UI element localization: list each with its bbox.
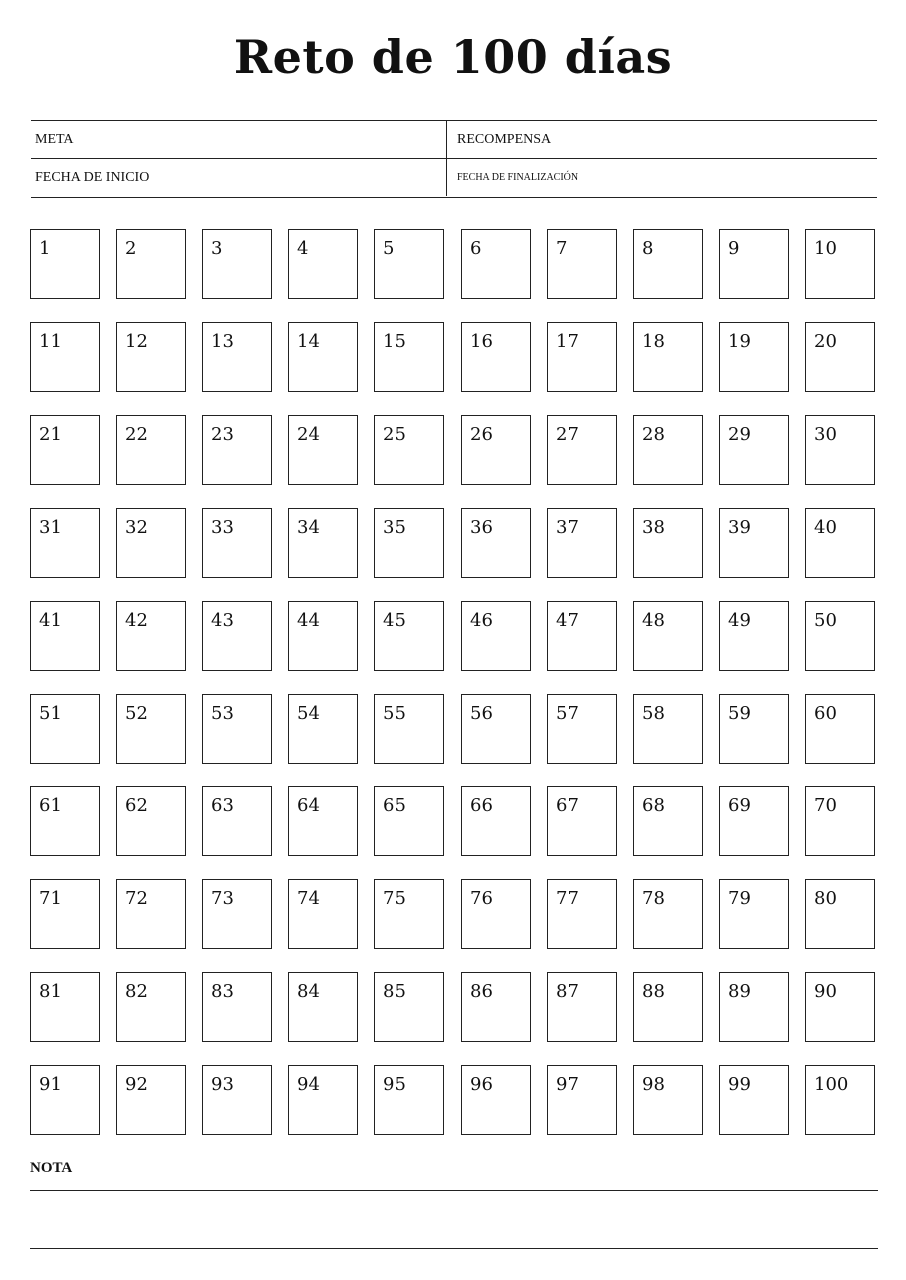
day-box[interactable]	[374, 508, 444, 578]
day-box[interactable]	[633, 786, 703, 856]
day-number: 78	[642, 888, 665, 909]
day-number: 3	[211, 238, 223, 259]
day-box[interactable]	[633, 229, 703, 299]
day-box[interactable]	[461, 1065, 531, 1135]
day-number: 65	[383, 795, 406, 816]
day-box[interactable]	[288, 879, 358, 949]
recompensa-field[interactable]	[446, 121, 877, 158]
day-box[interactable]	[719, 508, 789, 578]
day-box[interactable]	[30, 1065, 100, 1135]
day-box[interactable]	[805, 879, 875, 949]
day-box[interactable]	[288, 786, 358, 856]
day-number: 21	[39, 424, 62, 445]
day-grid	[30, 229, 876, 1135]
day-box[interactable]	[547, 601, 617, 671]
day-box[interactable]	[719, 879, 789, 949]
day-box[interactable]	[633, 972, 703, 1042]
day-box[interactable]	[805, 694, 875, 764]
day-number: 49	[728, 610, 751, 631]
info-table	[31, 120, 877, 198]
day-number: 58	[642, 703, 665, 724]
day-number: 7	[556, 238, 568, 259]
day-number: 80	[814, 888, 837, 909]
day-number: 36	[470, 517, 493, 538]
day-number: 61	[39, 795, 62, 816]
day-box[interactable]	[30, 415, 100, 485]
day-number: 87	[556, 981, 579, 1002]
day-box[interactable]	[719, 972, 789, 1042]
fecha-finalizacion-field[interactable]	[446, 159, 877, 196]
day-number: 85	[383, 981, 406, 1002]
day-number: 29	[728, 424, 751, 445]
day-box[interactable]	[202, 508, 272, 578]
day-number: 46	[470, 610, 493, 631]
day-box[interactable]	[374, 601, 444, 671]
day-box[interactable]	[202, 322, 272, 392]
day-number: 100	[814, 1074, 849, 1095]
day-number: 12	[125, 331, 148, 352]
day-number: 89	[728, 981, 751, 1002]
day-number: 11	[39, 331, 62, 352]
day-box[interactable]	[30, 786, 100, 856]
day-box[interactable]	[719, 415, 789, 485]
day-number: 73	[211, 888, 234, 909]
day-box[interactable]	[633, 322, 703, 392]
day-box[interactable]	[30, 601, 100, 671]
day-number: 70	[814, 795, 837, 816]
day-box[interactable]	[374, 972, 444, 1042]
info-row-dates	[31, 159, 877, 196]
info-row-goal	[31, 121, 877, 159]
day-number: 37	[556, 517, 579, 538]
day-number: 77	[556, 888, 579, 909]
day-number: 86	[470, 981, 493, 1002]
day-number: 6	[470, 238, 482, 259]
day-number: 48	[642, 610, 665, 631]
day-number: 8	[642, 238, 654, 259]
day-number: 5	[383, 238, 395, 259]
day-number: 43	[211, 610, 234, 631]
day-box[interactable]	[547, 879, 617, 949]
day-box[interactable]	[805, 322, 875, 392]
day-box[interactable]	[633, 1065, 703, 1135]
day-box[interactable]	[547, 229, 617, 299]
day-number: 91	[39, 1074, 62, 1095]
day-box[interactable]	[288, 1065, 358, 1135]
day-box[interactable]	[719, 322, 789, 392]
meta-field[interactable]	[31, 121, 446, 158]
day-box[interactable]	[461, 508, 531, 578]
page-title: Reto de 100 días	[233, 30, 673, 84]
day-box[interactable]	[116, 229, 186, 299]
day-number: 34	[297, 517, 320, 538]
day-box[interactable]	[30, 694, 100, 764]
meta-label: META	[35, 132, 74, 147]
day-box[interactable]	[116, 879, 186, 949]
day-box[interactable]	[805, 229, 875, 299]
day-box[interactable]	[805, 508, 875, 578]
day-number: 17	[556, 331, 579, 352]
day-box[interactable]	[461, 415, 531, 485]
day-number: 28	[642, 424, 665, 445]
day-box[interactable]	[374, 694, 444, 764]
day-box[interactable]	[288, 229, 358, 299]
day-number: 31	[39, 517, 62, 538]
day-box[interactable]	[202, 229, 272, 299]
day-number: 41	[39, 610, 62, 631]
day-number: 51	[39, 703, 62, 724]
day-number: 84	[297, 981, 320, 1002]
day-number: 64	[297, 795, 320, 816]
day-box[interactable]	[202, 415, 272, 485]
day-number: 72	[125, 888, 148, 909]
day-box[interactable]	[719, 601, 789, 671]
day-box[interactable]	[461, 972, 531, 1042]
day-box[interactable]	[202, 786, 272, 856]
day-number: 44	[297, 610, 320, 631]
day-number: 88	[642, 981, 665, 1002]
day-number: 90	[814, 981, 837, 1002]
day-box[interactable]	[374, 229, 444, 299]
day-number: 18	[642, 331, 665, 352]
day-box[interactable]	[547, 1065, 617, 1135]
day-number: 96	[470, 1074, 493, 1095]
day-box[interactable]	[202, 601, 272, 671]
day-box[interactable]	[719, 786, 789, 856]
day-number: 42	[125, 610, 148, 631]
day-number: 13	[211, 331, 234, 352]
day-number: 32	[125, 517, 148, 538]
day-number: 16	[470, 331, 493, 352]
day-number: 69	[728, 795, 751, 816]
day-box[interactable]	[633, 694, 703, 764]
day-box[interactable]	[202, 1065, 272, 1135]
day-number: 9	[728, 238, 740, 259]
day-box[interactable]	[547, 322, 617, 392]
nota-line[interactable]	[30, 1248, 878, 1249]
day-number: 97	[556, 1074, 579, 1095]
day-number: 71	[39, 888, 62, 909]
fecha-inicio-field[interactable]	[31, 159, 446, 196]
day-box[interactable]	[116, 1065, 186, 1135]
day-box[interactable]	[288, 415, 358, 485]
day-number: 83	[211, 981, 234, 1002]
day-number: 68	[642, 795, 665, 816]
day-box[interactable]	[547, 786, 617, 856]
day-number: 10	[814, 238, 837, 259]
day-number: 76	[470, 888, 493, 909]
day-box[interactable]	[461, 879, 531, 949]
day-number: 14	[297, 331, 320, 352]
day-number: 47	[556, 610, 579, 631]
day-number: 54	[297, 703, 320, 724]
day-number: 23	[211, 424, 234, 445]
day-box[interactable]	[202, 972, 272, 1042]
day-box[interactable]	[288, 972, 358, 1042]
fecha-inicio-label: FECHA DE INICIO	[35, 170, 150, 185]
nota-label: NOTA	[30, 1160, 73, 1176]
day-number: 93	[211, 1074, 234, 1095]
day-box[interactable]	[116, 322, 186, 392]
day-number: 95	[383, 1074, 406, 1095]
day-number: 59	[728, 703, 751, 724]
day-box[interactable]	[116, 786, 186, 856]
day-box[interactable]	[633, 601, 703, 671]
day-box[interactable]	[30, 972, 100, 1042]
day-number: 50	[814, 610, 837, 631]
day-box[interactable]	[374, 322, 444, 392]
day-box[interactable]	[116, 601, 186, 671]
day-number: 79	[728, 888, 751, 909]
day-number: 45	[383, 610, 406, 631]
day-number: 2	[125, 238, 137, 259]
day-box[interactable]	[116, 694, 186, 764]
day-number: 33	[211, 517, 234, 538]
day-number: 55	[383, 703, 406, 724]
day-box[interactable]	[805, 786, 875, 856]
day-box[interactable]	[30, 229, 100, 299]
day-number: 60	[814, 703, 837, 724]
day-number: 82	[125, 981, 148, 1002]
nota-line[interactable]	[30, 1190, 878, 1191]
day-number: 74	[297, 888, 320, 909]
day-number: 81	[39, 981, 62, 1002]
day-number: 62	[125, 795, 148, 816]
day-box[interactable]	[461, 786, 531, 856]
day-box[interactable]	[461, 229, 531, 299]
day-number: 53	[211, 703, 234, 724]
day-number: 39	[728, 517, 751, 538]
day-box[interactable]	[547, 972, 617, 1042]
day-box[interactable]	[805, 415, 875, 485]
day-box[interactable]	[202, 694, 272, 764]
day-box[interactable]	[288, 601, 358, 671]
day-number: 92	[125, 1074, 148, 1095]
day-box[interactable]	[719, 1065, 789, 1135]
day-number: 57	[556, 703, 579, 724]
day-number: 40	[814, 517, 837, 538]
day-box[interactable]	[719, 694, 789, 764]
day-number: 67	[556, 795, 579, 816]
day-box[interactable]	[288, 508, 358, 578]
day-box[interactable]	[633, 415, 703, 485]
day-box[interactable]	[461, 322, 531, 392]
day-box[interactable]	[288, 322, 358, 392]
day-box[interactable]	[202, 879, 272, 949]
day-box[interactable]	[547, 694, 617, 764]
day-box[interactable]	[719, 229, 789, 299]
day-box[interactable]	[805, 972, 875, 1042]
day-box[interactable]	[116, 415, 186, 485]
day-box[interactable]	[374, 879, 444, 949]
day-box[interactable]	[547, 415, 617, 485]
day-box[interactable]	[547, 508, 617, 578]
day-number: 35	[383, 517, 406, 538]
recompensa-label: RECOMPENSA	[457, 132, 552, 147]
day-box[interactable]	[805, 1065, 875, 1135]
day-box[interactable]	[633, 879, 703, 949]
fecha-finalizacion-label: FECHA DE FINALIZACIÓN	[457, 172, 579, 183]
day-box[interactable]	[805, 601, 875, 671]
day-box[interactable]	[30, 879, 100, 949]
day-number: 25	[383, 424, 406, 445]
day-number: 19	[728, 331, 751, 352]
day-number: 66	[470, 795, 493, 816]
day-number: 99	[728, 1074, 751, 1095]
day-number: 27	[556, 424, 579, 445]
day-box[interactable]	[30, 508, 100, 578]
day-box[interactable]	[116, 508, 186, 578]
day-box[interactable]	[633, 508, 703, 578]
day-box[interactable]	[374, 415, 444, 485]
day-number: 26	[470, 424, 493, 445]
day-number: 24	[297, 424, 320, 445]
day-number: 20	[814, 331, 837, 352]
day-number: 98	[642, 1074, 665, 1095]
day-number: 56	[470, 703, 493, 724]
day-number: 4	[297, 238, 309, 259]
day-box[interactable]	[288, 694, 358, 764]
day-number: 63	[211, 795, 234, 816]
day-box[interactable]	[374, 786, 444, 856]
day-number: 52	[125, 703, 148, 724]
day-box[interactable]	[116, 972, 186, 1042]
day-box[interactable]	[461, 694, 531, 764]
day-box[interactable]	[374, 1065, 444, 1135]
day-number: 30	[814, 424, 837, 445]
day-box[interactable]	[30, 322, 100, 392]
day-number: 94	[297, 1074, 320, 1095]
day-number: 38	[642, 517, 665, 538]
day-number: 75	[383, 888, 406, 909]
day-number: 15	[383, 331, 406, 352]
day-number: 1	[39, 238, 51, 259]
day-number: 22	[125, 424, 148, 445]
day-box[interactable]	[461, 601, 531, 671]
